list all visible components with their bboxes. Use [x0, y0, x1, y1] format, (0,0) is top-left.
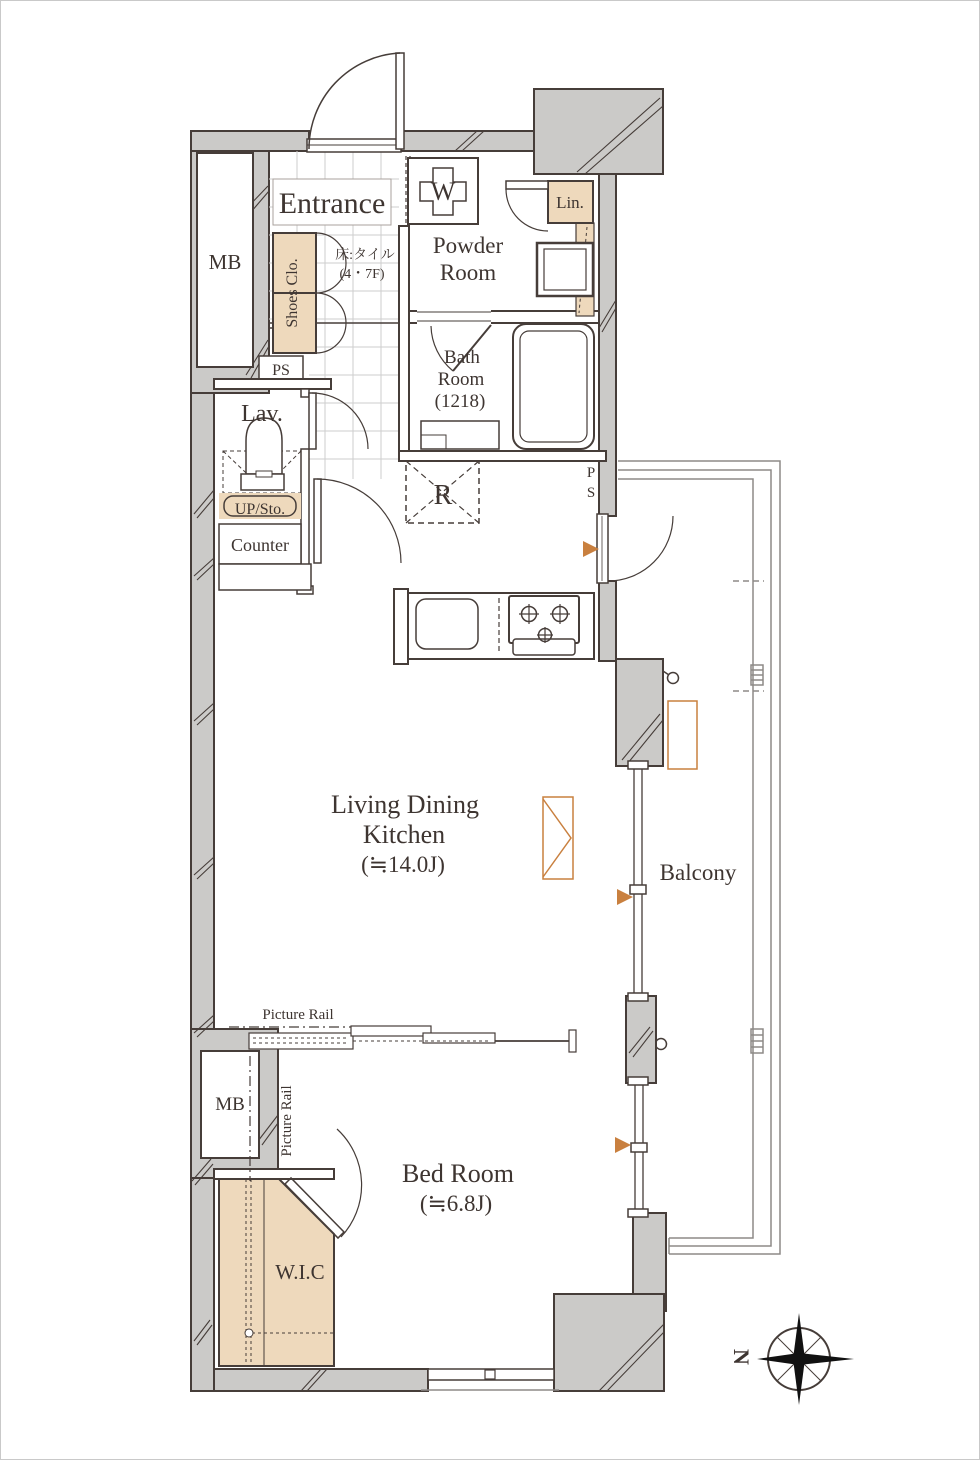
wall-pillar-kitchen: [616, 659, 663, 766]
casement-window-symbol: [543, 797, 573, 879]
hall-ldk-door-leaf: [314, 479, 321, 563]
bath-label-2: Room: [437, 369, 485, 390]
ldk-label-2: Kitchen: [362, 820, 446, 849]
ldk-label-1: Living Dining: [330, 790, 480, 819]
compass-rose: [729, 1313, 854, 1405]
wall-block-bottom-right: [554, 1294, 664, 1391]
ps-right-label-s: S: [586, 485, 596, 501]
bathtub: [513, 324, 594, 449]
meter-box-top-label: MB: [208, 250, 242, 274]
balcony-service-door-frame: [597, 514, 608, 583]
stove: [509, 596, 579, 643]
balcony-faucet-upper: [668, 673, 679, 684]
powder-room-label-2: Room: [439, 260, 497, 285]
balcony-service-door-swing: [608, 516, 673, 581]
picture-rail-label-horizontal: Picture Rail: [262, 1007, 334, 1023]
washer-label: W: [430, 177, 456, 206]
pipe-space-label: PS: [272, 362, 290, 379]
fridge-label: R: [433, 480, 453, 511]
kitchen-counter: [394, 589, 594, 664]
lavatory-door-swing: [312, 393, 368, 449]
ldk-balcony-window: [634, 769, 642, 993]
ldk-label-3: (≒14.0J): [361, 852, 445, 877]
picture-rail-label-vertical: Picture Rail: [279, 1085, 295, 1157]
hall-ldk-door-swing: [317, 479, 401, 563]
bedroom-label-2: (≒6.8J): [419, 1191, 493, 1216]
compass-needle-horizontal: [757, 1353, 854, 1365]
shoes-closet-label: Shoes Clo.: [284, 258, 301, 328]
floor-tile-note-1: 床:タイル: [335, 248, 395, 263]
linen-label: Lin.: [556, 193, 584, 212]
wall-block-top-right: [534, 89, 663, 174]
floor-tile-note-2: (4・7F): [339, 267, 385, 282]
kitchen-sink: [416, 599, 478, 649]
entrance-label: Entrance: [278, 187, 386, 220]
floorplan-drawing: [1, 1, 980, 1460]
balcony-faucet-lower: [656, 1039, 667, 1050]
counter-label: Counter: [231, 535, 289, 555]
bedroom-label-1: Bed Room: [402, 1159, 514, 1188]
compass-north-label: N: [729, 1349, 754, 1365]
balcony-unit-symbol: [668, 701, 697, 769]
bedroom-door-swing: [337, 1129, 362, 1237]
bath-label-3: (1218): [434, 391, 486, 412]
linen-door-swing: [506, 189, 548, 231]
wall-pillar-mid: [626, 996, 656, 1083]
wic-label: W.I.C: [275, 1260, 325, 1284]
opening-arrow-bedroom: [615, 1137, 631, 1153]
up-storage-label: UP/Sto.: [234, 501, 286, 518]
powder-room-label-1: Powder: [432, 233, 504, 258]
bath-label-1: Bath: [444, 347, 480, 368]
entrance-door-leaf: [396, 53, 404, 149]
lavatory-door-leaf: [309, 393, 316, 449]
ps-right-label-p: P: [586, 465, 596, 481]
linen-door-leaf: [506, 181, 548, 189]
lavatory-label: Lav.: [241, 401, 283, 427]
meter-box-bottom-label: MB: [215, 1094, 245, 1115]
entrance-door-swing: [309, 53, 400, 149]
balcony-label: Balcony: [659, 860, 737, 885]
